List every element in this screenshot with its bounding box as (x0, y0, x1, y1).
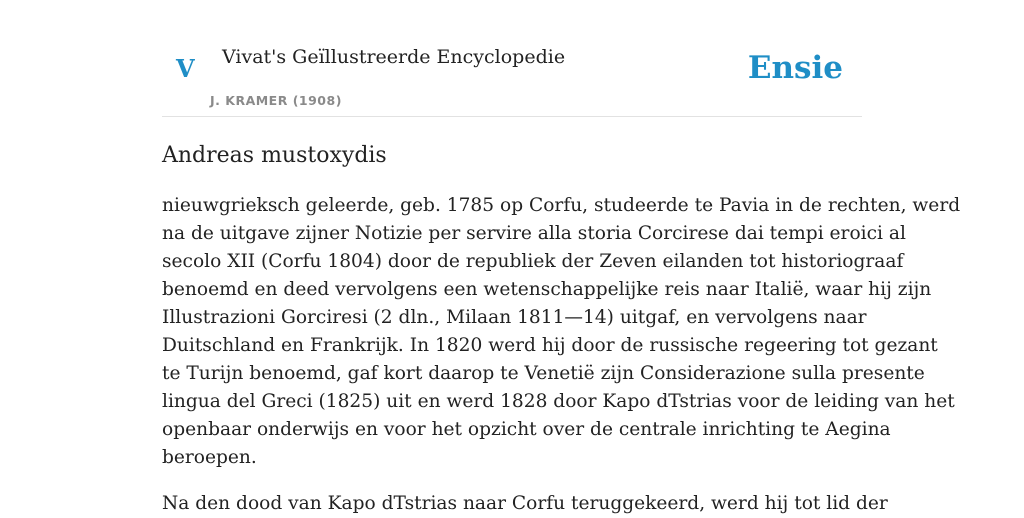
page-container (162, 0, 961, 518)
paragraph-line: Na den dood van Kapo dTstrias naar Corfu teruggekeerd, werd hij tot lid der (162, 493, 888, 514)
entry-title: Andreas mustoxydis (162, 143, 387, 168)
paragraph-line: benoemd en deed vervolgens een wetenschappelijke reis naar Italië, waar hij zijn (162, 279, 932, 300)
paragraph-line: openbaar onderwijs en voor het opzicht over de centrale inrichting te Aegina (162, 419, 891, 440)
entry-paragraph-1 (162, 192, 961, 472)
paragraph-line: Duitschland en Frankrijk. In 1820 werd hij door de russische regeering tot gezant (162, 335, 938, 356)
paragraph-line: Illustrazioni Gorciresi (2 dln., Milaan 1811—14) uitgaf, en vervolgens naar (162, 307, 867, 328)
ensie-logo-link[interactable]: Ensie (747, 50, 843, 86)
paragraph-line: secolo XII (Corfu 1804) door de republiek der Zeven eilanden tot historiograaf (162, 251, 904, 272)
paragraph-line: nieuwgrieksch geleerde, geb. 1785 op Corfu, studeerde te Pavia in de rechten, werd (162, 195, 961, 216)
book-header (162, 0, 862, 117)
book-title-link[interactable]: Vivat's Geïllustreerde Encyclopedie (222, 46, 566, 68)
paragraph-line: beroepen. (162, 447, 257, 468)
book-logo-icon[interactable]: V (176, 54, 195, 83)
paragraph-line: te Turijn benoemd, gaf kort daarop te Venetië zijn Considerazione sulla presente (162, 363, 925, 384)
paragraph-line: lingua del Greci (1825) uit en werd 1828 door Kapo dTstrias voor de leiding van het (162, 391, 955, 412)
book-author: J. KRAMER (1908) (210, 93, 342, 108)
paragraph-line: na de uitgave zijner Notizie per servire alla storia Corcirese dai tempi eroici al (162, 223, 906, 244)
entry-paragraph-2 (162, 490, 888, 518)
